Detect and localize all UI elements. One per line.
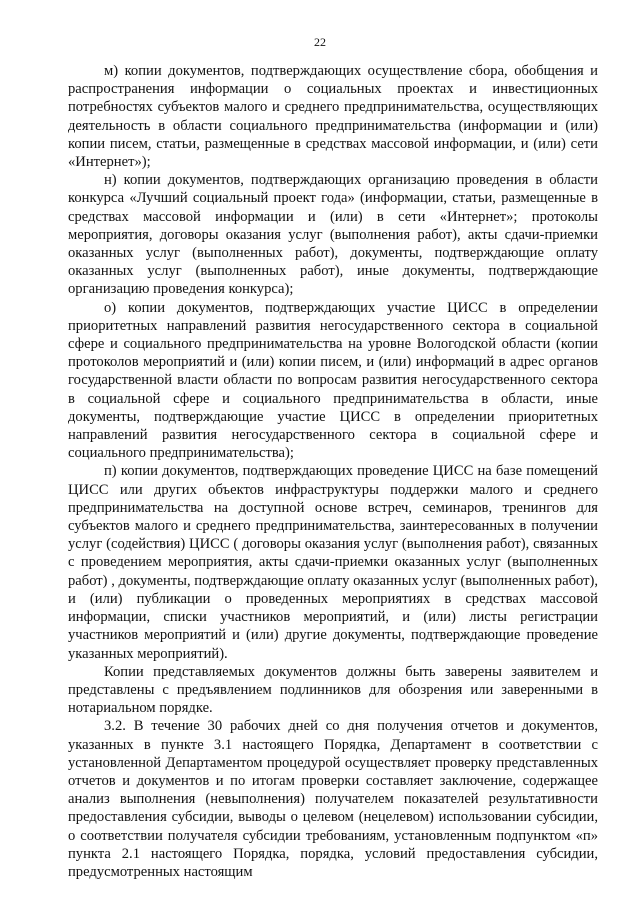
paragraph-3-2: 3.2. В течение 30 рабочих дней со дня получения отчетов и документов, указанных в пункте 3.1 настоящего Порядка, Департамент в соответствии с установленной Департаментом процедурой осуществляет проверку представленных отчетов и документов и по итогам проверки составляет заключение, содержащее анализ выполнения (невыполнения) получателем показателей результативности предоставления субсидии, выводы о целевом (нецелевом) использовании субсидии, о соответствии получателя субсидии требованиям, установленным подпунктом «п» пункта 2.1 настоящего Порядка, порядка, условий предоставления субсидии, предусмотренных настоящим [68,718,598,880]
paragraph-n: н) копии документов, подтверждающих организацию проведения в области конкурса «Лучший социальный проект года» (информации, статьи, размещенные в средствах массовой информации и (или) в сети «Интернет»; протоколы мероприятия, договоры оказания услуг (выполнения работ), акты сдачи-приемки оказанных услуг (выполненных работ), документы, подтверждающие оплату оказанных услуг (выполненных работ), иные документы, подтверждающие организацию проведения конкурса); [68,172,598,298]
paragraph-p: п) копии документов, подтверждающих проведение ЦИСС на базе помещений ЦИСС или других объектов инфраструктуры поддержки малого и среднего предпринимательства на доступной основе встреч, семинаров, тренингов для субъектов малого и среднего предпринимательства, заинтересованных в получении услуг (содействия) ЦИСС ( договоры оказания услуг (выполнения работ), связанных с проведением мероприятия, акты сдачи-приемки оказанных услуг (выполненных работ) , документы, подтверждающие оплату оказанных услуг (выполненных работ), и (или) публикации о проведенных мероприятиях в средствах массовой информации, списки участников мероприятий, и (или) листы регистрации участников мероприятий и (или) другие документы, подтверждающие проведение указанных мероприятий). [68,463,598,662]
paragraph-m: м) копии документов, подтверждающих осуществление сбора, обобщения и распространения информации о социальных проектах и инвестиционных потребностях субъектов малого и среднего предпринимательства, осуществляющих деятельность в области социального предпринимательства (информации и (или) копии писем, статьи, размещенные в средствах массовой информации, и (или) сети «Интернет»); [68,63,598,171]
paragraph-copies-note: Копии представляемых документов должны быть заверены заявителем и представлены с предъявлением подлинников для обозрения или заверенными в нотариальном порядке. [68,663,598,717]
page-number: 22 [314,35,326,49]
document-body [68,62,598,881]
paragraph-o: о) копии документов, подтверждающих участие ЦИСС в определении приоритетных направлений развития негосударственного сектора в социальной сфере и социального предпринимательства на уровне Вологодской области (копии протоколов мероприятий и (или) копии писем, и (или) информаций в адрес органов государственной власти области по вопросам развития негосударственного сектора в социальной сфере и социального предпринимательства в области, иные документы, подтверждающие участие ЦИСС в определении приоритетных направлений развития негосударственного сектора в социальной сфере и социального предпринимательства); [68,299,598,462]
